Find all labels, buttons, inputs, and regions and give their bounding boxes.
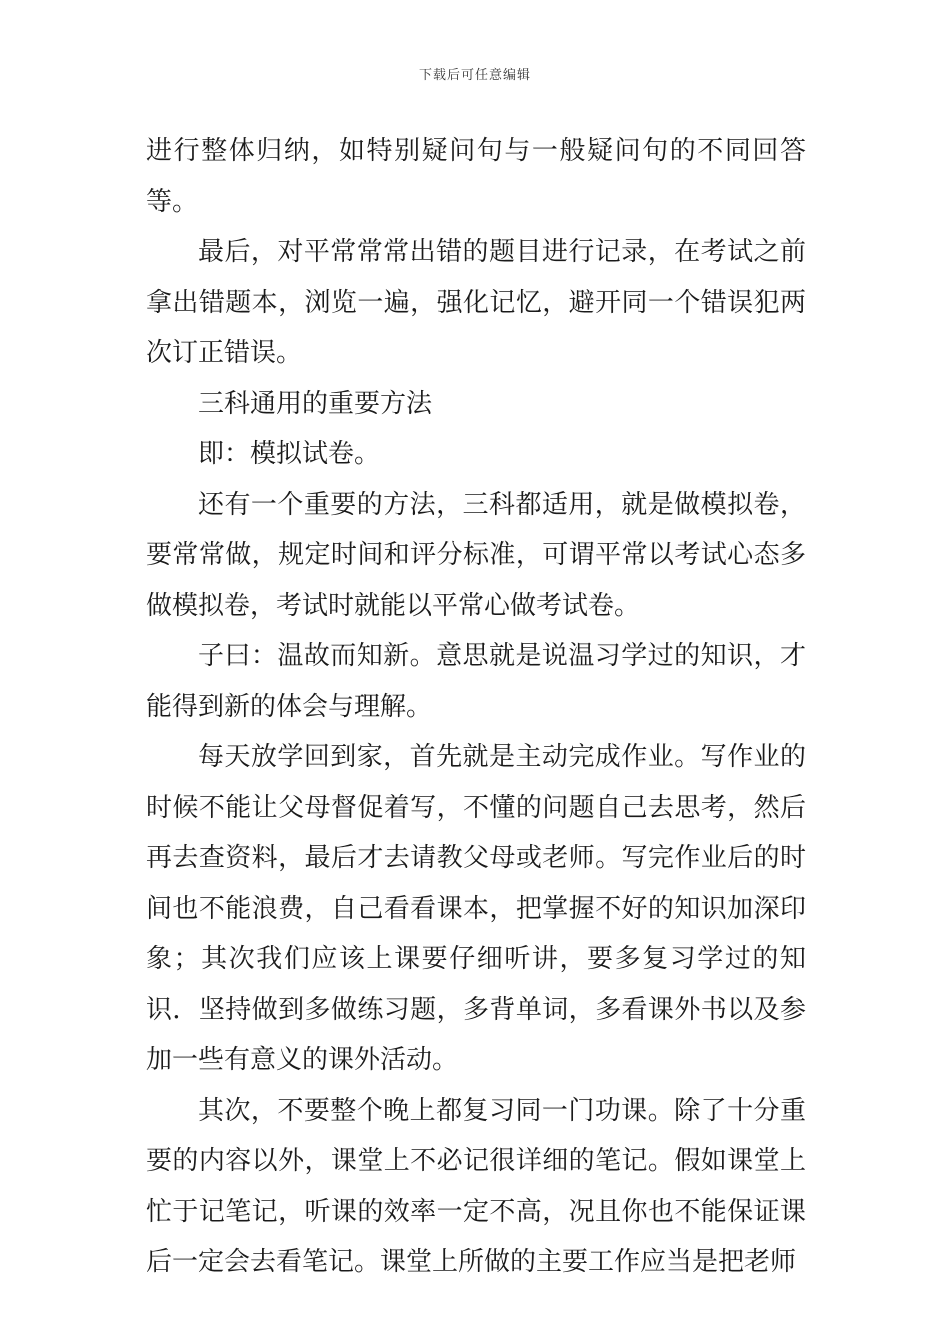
paragraph: 每天放学回到家，首先就是主动完成作业。写作业的时候不能让父母督促着写，不懂的问题自己去思考，然后再去查资料，最后才去请教父母或老师。写完作业后的时间也不能浪费，自己看看课本，把掌握不好的知识加深印象；其次我们应该上课要仔细听讲，要多复习学过的知识．坚持做到多做练习题，多背单词，多看课外书以及参加一些有意义的课外活动。 xyxy=(146,742,806,1075)
paragraph: 即：模拟试卷。 xyxy=(198,439,381,469)
paragraph: 其次，不要整个晚上都复习同一门功课。除了十分重要的内容以外，课堂上不必记很详细的笔记。假如课堂上忙于记笔记，听课的效率一定不高，况且你也不能保证课后一定会去看笔记。课堂上所做的主要工作应当是把老师 xyxy=(146,1095,806,1277)
section-heading: 三科通用的重要方法 xyxy=(198,388,433,419)
paragraph: 进行整体归纳，如特别疑问句与一般疑问句的不同回答等。 xyxy=(146,136,806,217)
paragraph: 最后，对平常常常出错的题目进行记录，在考试之前拿出错题本，浏览一遍，强化记忆，避开同一个错误犯两次订正错误。 xyxy=(146,237,806,368)
body-text xyxy=(146,126,806,1288)
paragraph: 子曰：温故而知新。意思就是说温习学过的知识，才能得到新的体会与理解。 xyxy=(146,641,806,722)
page-header: 下载后可任意编辑 xyxy=(418,68,531,83)
paragraph: 还有一个重要的方法，三科都适用，就是做模拟卷，要常常做，规定时间和评分标准，可谓平常以考试心态多做模拟卷，考试时就能以平常心做考试卷。 xyxy=(146,489,806,621)
